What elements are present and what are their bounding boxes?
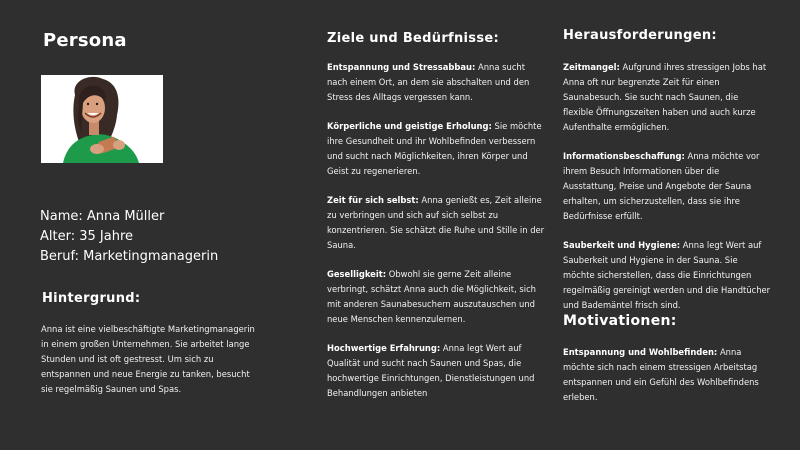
challenge-text: Anna legt Wert auf Sauberkeit und Hygiene in der Sauna. Sie möchte sicherstellen, dass die Einrichtungen regelmäßig gereinigt werden und die Handtücher und Bademäntel frisch sind. — [563, 240, 771, 310]
persona-photo — [41, 75, 163, 163]
goal-item — [327, 341, 545, 401]
goal-text: Anna genießt es, Zeit alleine zu verbringen und sich auf sich selbst zu konzentrieren. Sie schätzt die Ruhe und Stille in der Sauna. — [327, 195, 545, 250]
motivation-label: Entspannung und Wohlbefinden: — [563, 347, 718, 357]
challenge-item — [563, 149, 771, 224]
persona-name: Name: Anna Müller — [40, 209, 165, 224]
goals-list — [327, 60, 545, 415]
challenge-label: Zeitmangel: — [563, 62, 620, 72]
goal-text: Anna legt Wert auf Qualität und sucht nach Saunen und Spas, die hochwertige Einrichtungen, Dienstleistungen und Behandlungen anbieten — [327, 343, 535, 398]
challenge-text: Aufgrund ihres stressigen Jobs hat Anna oft nur begrenzte Zeit für einen Saunabesuch. Sie sucht nach Saunen, die flexible Öffnungszeiten haben und auch kurze Aufenthalte ermöglichen. — [563, 62, 767, 132]
challenges-list — [563, 60, 771, 327]
persona-job: Beruf: Marketingmanagerin — [40, 249, 219, 264]
goal-item — [327, 267, 545, 327]
goal-text: Sie möchte ihre Gesundheit und ihr Wohlbefinden verbessern und sucht nach Möglichkeiten, ihren Körper und Geist zu regenerieren. — [327, 121, 542, 176]
motivations-list — [563, 345, 771, 419]
goal-item — [327, 60, 545, 105]
challenge-item — [563, 60, 771, 135]
background-heading: Hintergrund: — [42, 291, 141, 306]
background-text: Anna ist eine vielbeschäftigte Marketingmanagerin in einem großen Unternehmen. Sie arbeitet lange Stunden und ist oft gestresst. Um sich zu entspannen und neue Energie zu tanken, besucht sie regelmäßig Saunen und Spas. — [41, 324, 255, 394]
goal-item — [327, 193, 545, 253]
goal-label: Geselligkeit: — [327, 269, 387, 279]
goal-label: Zeit für sich selbst: — [327, 195, 419, 205]
persona-title: Persona — [43, 30, 127, 51]
challenge-label: Informationsbeschaffung: — [563, 151, 685, 161]
goals-heading: Ziele und Bedürfnisse: — [327, 31, 499, 46]
persona-age: Alter: 35 Jahre — [40, 229, 133, 244]
challenge-label: Sauberkeit und Hygiene: — [563, 240, 681, 250]
motivations-heading: Motivationen: — [563, 313, 677, 329]
goal-label: Hochwertige Erfahrung: — [327, 343, 441, 353]
goal-label: Entspannung und Stressabbau: — [327, 62, 476, 72]
goal-item — [327, 119, 545, 179]
challenges-heading: Herausforderungen: — [563, 28, 717, 43]
goal-text: Anna sucht nach einem Ort, an dem sie abschalten und den Stress des Alltags vergessen kann. — [327, 62, 530, 102]
challenge-item — [563, 238, 771, 313]
challenge-text: Anna möchte vor ihrem Besuch Informationen über die Ausstattung, Preise und Angebote der Sauna erhalten, um sicherzustellen, dass sie ihre Bedürfnisse erfüllt. — [563, 151, 760, 221]
motivation-text: Anna möchte sich nach einem stressigen Arbeitstag entspannen und ein Gefühl des Wohlbefindens erleben. — [563, 347, 759, 402]
motivation-item — [563, 345, 771, 405]
goal-text: Obwohl sie gerne Zeit alleine verbringt, schätzt Anna auch die Möglichkeit, sich mit anderen Saunabesuchern auszutauschen und neue Menschen kennenzulernen. — [327, 269, 536, 324]
goal-label: Körperliche und geistige Erholung: — [327, 121, 492, 131]
persona-portrait-image — [41, 75, 163, 163]
